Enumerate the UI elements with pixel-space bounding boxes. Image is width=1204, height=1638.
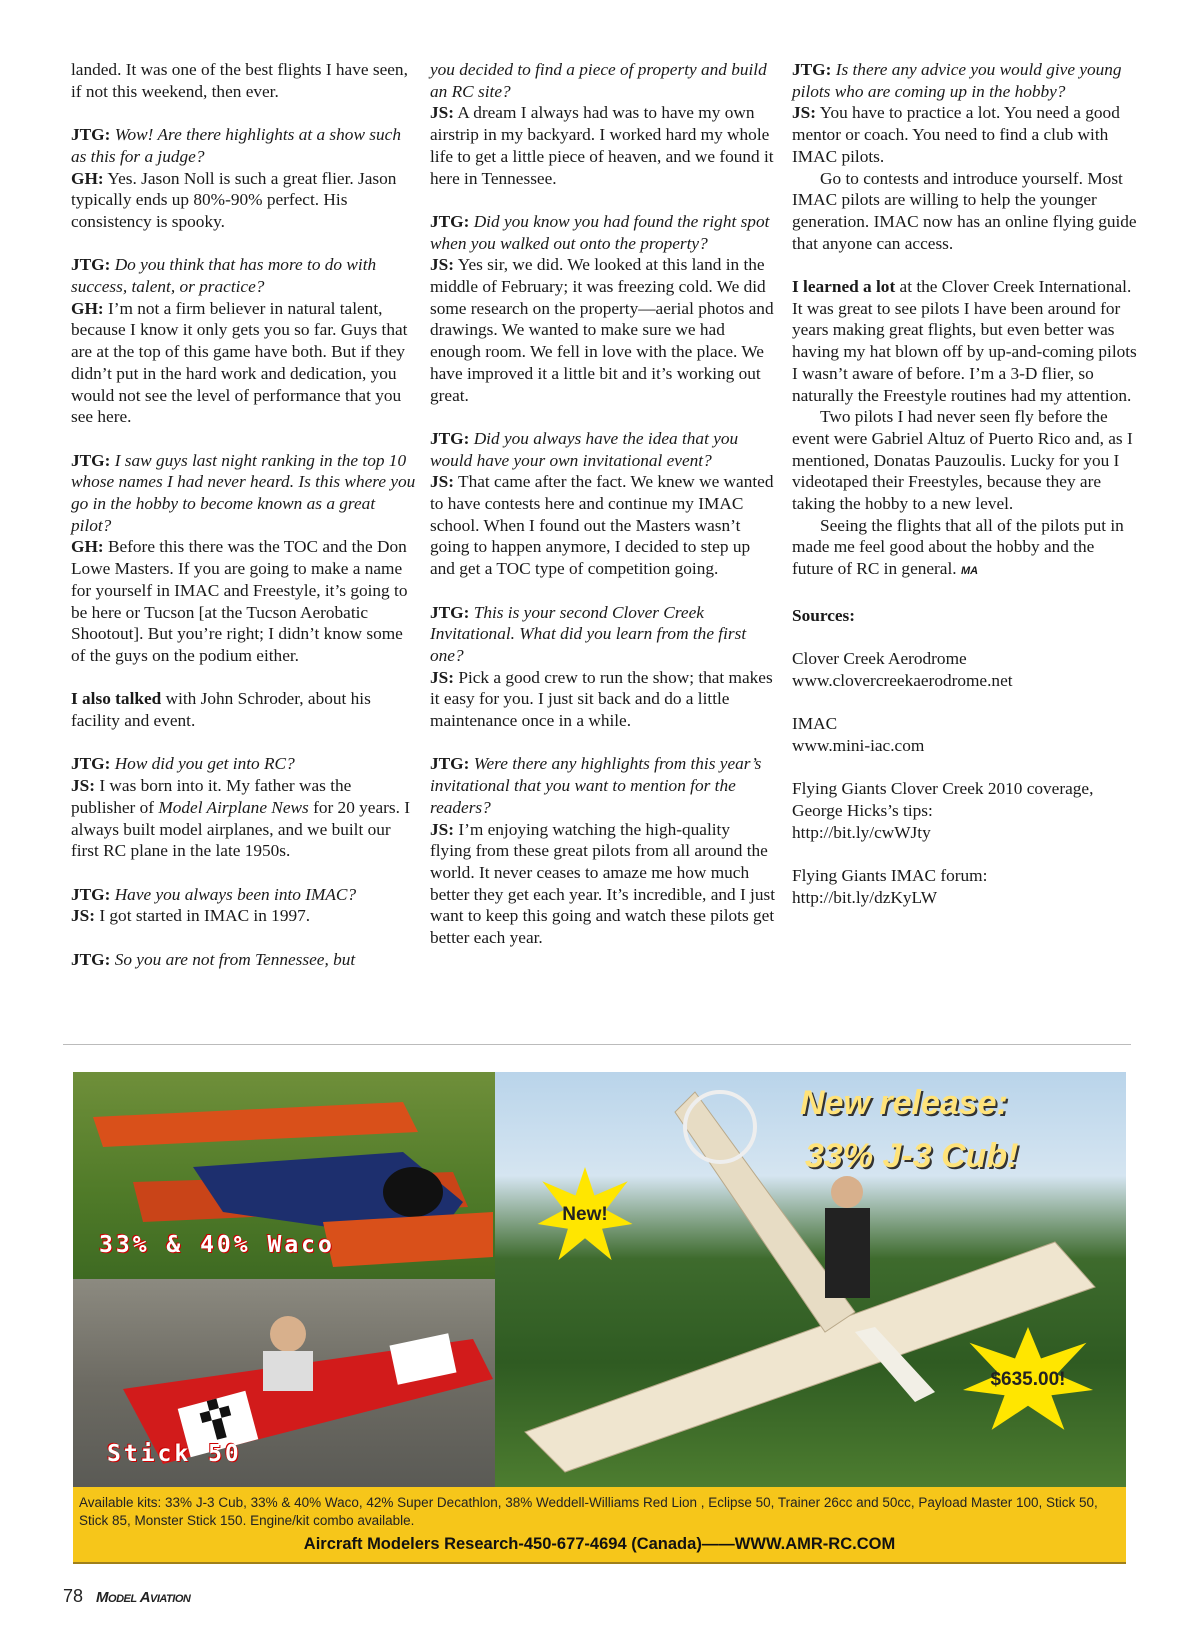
qa-block: JTG: How did you get into RC? JS: I was born into it. My father was the publisher of Model Airplane News for 20 years. I always built model airplanes, and we built our first RC plane in the late 1950s. bbox=[71, 754, 411, 861]
column-3 bbox=[792, 59, 1137, 930]
paragraph: Go to contests and introduce yourself. Most IMAC pilots are willing to help the younger generation. IMAC now has an online flying guide that anyone can access. bbox=[792, 168, 1137, 253]
new-badge-text: New! bbox=[562, 1203, 608, 1225]
source-link[interactable]: http://bit.ly/dzKyLW bbox=[792, 887, 938, 907]
source-item: Clover Creek Aerodrome www.clovercreekaerodrome.net bbox=[792, 648, 1013, 690]
price-badge bbox=[963, 1327, 1093, 1432]
qa-block: JTG: I saw guys last night ranking in the top 10 whose names I had never heard. Is this where you go in the hobby to become known as a great pilot? GH: Before this there was the TOC and the Don Lowe Masters. If you are going to make a name for yourself in IMAC and Freestyle, it’s going to be here or Tucson [at the Tucson Aerobatic Shootout]. But you’re right; I didn’t know some of the guys on the podium either. bbox=[71, 450, 416, 665]
column-1 bbox=[71, 59, 416, 992]
ad-info-band bbox=[73, 1487, 1126, 1562]
end-mark: MA bbox=[960, 565, 979, 578]
qa-block: JTG: This is your second Clover Creek Invitational. What did you learn from the first one? JS: Pick a good crew to run the show; that makes it easy for you. I just sit back and do a little maintenance once in a while. bbox=[430, 602, 773, 731]
page-footer bbox=[63, 1586, 190, 1607]
headline-line-1: New release: bbox=[800, 1084, 1008, 1122]
source-link[interactable]: www.clovercreekaerodrome.net bbox=[792, 670, 1013, 690]
qa-block: JTG: So you are not from Tennessee, but bbox=[71, 949, 356, 969]
source-item: Flying Giants IMAC forum: http://bit.ly/dzKyLW bbox=[792, 865, 988, 907]
paragraph: Two pilots I had never seen fly before the event were Gabriel Altuz of Puerto Rico and, as I mentioned, Donatas Pauzoulis. Lucky for you I videotaped their Freestyles, because they are taking the hobby to a new level. bbox=[792, 407, 1133, 514]
new-badge bbox=[535, 1167, 635, 1262]
qa-block: you decided to find a piece of property and build an RC site? JS: A dream I always had was to have my own airstrip in my backyard. I worked hard my whole life to get a little piece of heaven, and we found it here in Tennessee. bbox=[430, 60, 774, 188]
source-item: Flying Giants Clover Creek 2010 coverage, George Hicks’s tips: http://bit.ly/cwWJty bbox=[792, 779, 1094, 842]
available-kits: Available kits: 33% J-3 Cub, 33% & 40% Waco, 42% Super Decathlon, 38% Weddell-Williams Red Lion , Eclipse 50, Trainer 26cc and 50cc, Payload Master 100, Stick 50, Stick 85, Monster Stick 150. Engine/kit combo available. bbox=[79, 1495, 1098, 1528]
source-link[interactable]: www.mini-iac.com bbox=[792, 735, 925, 755]
qa-block: JTG: Have you always been into IMAC? JS: I got started in IMAC in 1997. bbox=[71, 884, 357, 926]
paragraph: I learned a lot at the Clover Creek International. It was great to see pilots I have been around for years making great flights, but even better was having my hat blown off by up-and-coming pilots I wasn’t aware of before. I’m a 3-D flier, so naturally the Freestyle routines had my attention. bbox=[792, 277, 1137, 405]
qa-block: JTG: Do you think that has more to do with success, talent, or practice? GH: I’m not a firm believer in natural talent, because I know it only gets you so far. Guys that are at the top of this game have both. But if they didn’t put in the hard work and dedication, you would not see the level of performance that you see here. bbox=[71, 255, 408, 427]
headline-line-2: 33% J-3 Cub! bbox=[805, 1137, 1019, 1175]
j3-cub-photo bbox=[495, 1072, 1126, 1487]
qa-block: JTG: Did you always have the idea that you would have your own invitational event? JS: That came after the fact. We knew we wanted to have contests here and continue my IMAC school. When I found out the Masters wasn’t going to happen anymore, I decided to step up and get a TOC type of competition going. bbox=[430, 428, 774, 579]
waco-photo bbox=[73, 1072, 495, 1279]
divider bbox=[63, 1044, 1131, 1045]
column-2 bbox=[430, 59, 775, 970]
source-item: IMAC www.mini-iac.com bbox=[792, 714, 925, 755]
qa-block: JTG: Were there any highlights from this year’s invitational that you want to mention for the readers? JS: I’m enjoying watching the high-quality flying from these great pilots from all around the world. It never ceases to amaze me how much better they get each year. It’s incredible, and I just want to keep this going and watch these pilots get better each year. bbox=[430, 754, 776, 948]
paragraph: Seeing the flights that all of the pilots put in made me feel good about the hobby and the future of RC in general. MA bbox=[792, 515, 1124, 579]
page-number: 78 bbox=[63, 1586, 84, 1606]
paragraph: landed. It was one of the best flights I have seen, if not this weekend, then ever. bbox=[71, 60, 408, 101]
sources-heading: Sources: bbox=[792, 605, 856, 625]
magazine-logo: Model Aviation bbox=[96, 1589, 191, 1606]
paragraph: I also talked with John Schroder, about his facility and event. bbox=[71, 689, 371, 731]
advertisement[interactable] bbox=[73, 1072, 1126, 1564]
source-link[interactable]: http://bit.ly/cwWJty bbox=[792, 822, 931, 842]
stick-label: Stick 50 bbox=[107, 1441, 242, 1467]
advertiser-contact[interactable]: Aircraft Modelers Research-450-677-4694 (Canada)——WWW.AMR-RC.COM bbox=[303, 1535, 896, 1553]
qa-block: JTG: Did you know you had found the right spot when you walked out onto the property? JS: Yes sir, we did. We looked at this land in the middle of February; it was freezing cold. We did some research on the property—aerial photos and drawings. We wanted to make sure we had enough room. We fell in love with the place. We have improved it a little bit and it’s working out great. bbox=[430, 211, 774, 405]
price-text: $635.00! bbox=[990, 1368, 1066, 1390]
stick-50-photo bbox=[73, 1279, 495, 1487]
qa-block: JTG: Is there any advice you would give young pilots who are coming up in the hobby? JS: You have to practice a lot. You need a good mentor or coach. You need to find a club with IMAC pilots. bbox=[792, 60, 1122, 166]
waco-label: 33% & 40% Waco bbox=[99, 1232, 335, 1258]
qa-block: JTG: Wow! Are there highlights at a show such as this for a judge? GH: Yes. Jason Noll is such a great flier. Jason typically ends up 80%-90% perfect. His consistency is spooky. bbox=[71, 125, 401, 231]
